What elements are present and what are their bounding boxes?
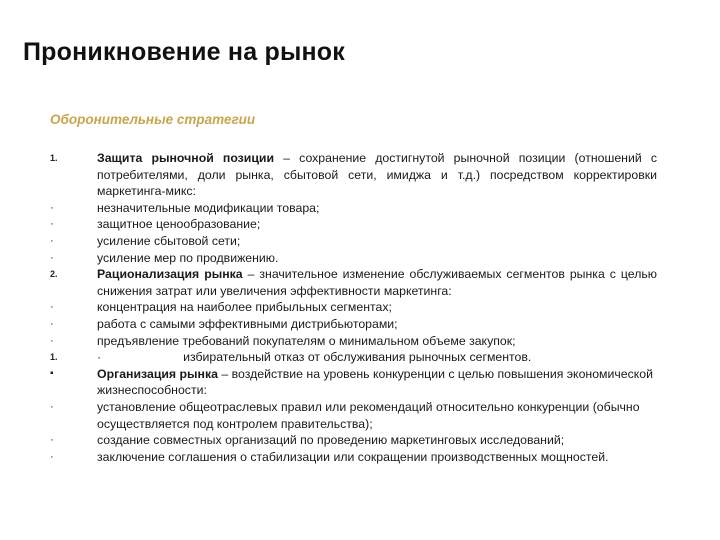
item-text: – значительное изменение обслуживаемых сегментов рынка с целью снижения затрат или увеличения эффективности маркетинга: — [97, 267, 657, 298]
item-text: усиление сбытовой сети; — [97, 233, 241, 248]
list-marker: · — [50, 301, 54, 314]
list-marker: 1. — [50, 352, 58, 363]
list-item — [0, 316, 657, 333]
list-item — [0, 449, 657, 466]
list-item — [0, 366, 657, 399]
list-item — [0, 333, 657, 350]
item-text: работа с самыми эффективными дистрибьюторами; — [97, 316, 398, 331]
list-marker: · — [50, 251, 54, 264]
item-heading: Организация рынка — [97, 366, 218, 381]
item-text: установление общеотраслевых правил или рекомендаций относительно конкуренции (обычно осуществляется под контролем правительства); — [97, 399, 640, 431]
item-text: незначительные модификации товара; — [97, 200, 320, 215]
item-text: избирательный отказ от обслуживания рыночных сегментов. — [183, 350, 532, 365]
item-text: концентрация на наиболее прибыльных сегментах; — [97, 300, 392, 315]
list-marker: · — [50, 201, 54, 214]
list-item — [0, 216, 657, 233]
item-text: создание совместных организаций по проведению маркетинговых исследований; — [97, 433, 565, 448]
list-item — [0, 200, 657, 217]
list-marker: · — [50, 317, 54, 330]
list-item — [0, 150, 657, 200]
list-item — [0, 432, 657, 449]
item-text: усиление мер по продвижению. — [97, 250, 279, 265]
item-text: заключение соглашения о стабилизации или сокращении производственных мощностей. — [97, 449, 609, 464]
list-marker: · — [50, 434, 54, 447]
item-heading: Защита рыночной позиции — [97, 151, 275, 165]
item-text: предъявление требований покупателям о минимальном объеме закупок; — [97, 333, 516, 348]
item-heading: Рационализация рынка — [97, 267, 243, 282]
list-item — [0, 266, 657, 299]
item-prefix: · — [97, 350, 102, 365]
list-marker: 1. — [50, 153, 58, 163]
list-marker: · — [50, 334, 54, 347]
item-text: защитное ценообразование; — [97, 217, 261, 232]
list-marker: · — [50, 450, 54, 463]
list-marker: 2. — [50, 269, 58, 280]
list-item — [0, 299, 657, 316]
list-item — [0, 399, 657, 432]
list-marker: · — [50, 400, 54, 413]
list-marker: · — [50, 218, 54, 231]
strategy-list — [0, 150, 720, 465]
list-item — [0, 233, 657, 250]
slide-subtitle: Оборонительные стратегии — [50, 112, 256, 127]
item-text: – воздействие на уровень конкуренции с целью повышения экономической жизнеспособности: — [97, 366, 653, 398]
slide-title: Проникновение на рынок — [23, 38, 345, 66]
list-marker: · — [50, 234, 54, 247]
list-marker: ▪ — [50, 367, 54, 379]
item-text: – сохранение достигнутой рыночной позиции (отношений с потребителями, доли рынка, сбытовой сети, имиджа и т.д.) посредством корректировки маркетинга-микс: — [97, 151, 657, 199]
list-item — [0, 349, 657, 366]
list-item — [0, 250, 657, 267]
